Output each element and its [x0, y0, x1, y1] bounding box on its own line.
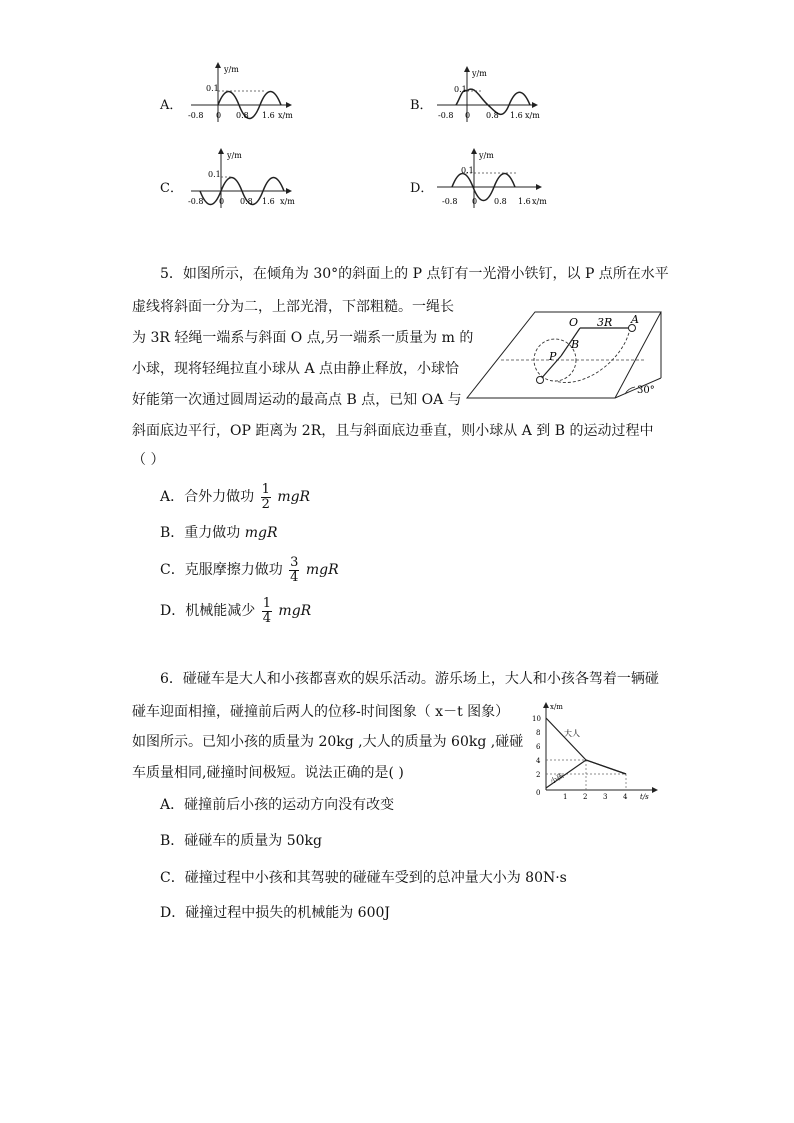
q5-option-d-expr: mgR: [278, 603, 312, 619]
q4-d-amp: 0.1: [461, 166, 474, 175]
q4-a-xlabel: x/m: [278, 111, 293, 120]
q4-c-xlabel: x/m: [280, 197, 295, 206]
q4-c-ylabel: y/m: [227, 151, 242, 160]
q6-chart-ylabel: x/m: [550, 703, 563, 711]
q4-a-amp: 0.1: [206, 84, 219, 93]
q4-a-tick-08: 0.8: [236, 111, 249, 120]
q4-a-tick-0: 0: [216, 111, 222, 120]
q5-fig-b: B: [571, 338, 580, 351]
q4-a-tick-16: 1.6: [262, 111, 275, 120]
q4-b-xlabel: x/m: [525, 111, 540, 120]
q6-chart-origin: 0: [536, 789, 541, 797]
q6-chart-child-label: 小孩: [549, 771, 566, 786]
q4-b-tick-0: 0: [465, 111, 471, 120]
q4-a-tick-n08: -0.8: [188, 111, 204, 120]
q4-graph-d: [432, 146, 556, 216]
q6-line-1: 6．碰碰车是大人和小孩都喜欢的娱乐活动。游乐场上，大人和小孩各驾着一辆碰: [160, 671, 659, 687]
q4-b-ylabel: y/m: [472, 69, 487, 78]
q4-c-tick-08: 0.8: [240, 197, 253, 206]
q4-option-a-label[interactable]: A．: [160, 98, 183, 113]
q6-chart-xtick-1: 1: [563, 793, 568, 801]
q6-option-c[interactable]: C．碰撞过程中小孩和其驾驶的碰碰车受到的总冲量大小为 80N·s: [160, 870, 567, 886]
q5-fig-a: A: [631, 313, 639, 326]
q4-d-tick-08: 0.8: [494, 197, 507, 206]
q6-option-d[interactable]: D．碰撞过程中损失的机械能为 600J: [160, 905, 391, 921]
q4-c-tick-0: 0: [219, 197, 225, 206]
q5-option-a[interactable]: [160, 482, 310, 512]
q6-option-b[interactable]: B．碰碰车的质量为 50kg: [160, 833, 322, 849]
q4-option-d-label[interactable]: D．: [410, 181, 434, 196]
q5-option-a-fraction: $\frac{1}{2}$: [261, 481, 270, 512]
q5-option-b-expr: mgR: [244, 525, 278, 541]
q4-b-tick-16: 1.6: [510, 111, 523, 120]
q4-option-b-label[interactable]: B．: [410, 98, 433, 113]
q5-line-6: 斜面底边平行，OP 距离为 2R，且与斜面底边垂直，则小球从 A 到 B 的运动过程中: [132, 423, 654, 439]
q4-b-tick-n08: -0.8: [438, 111, 454, 120]
q6-chart-ytick-4: 4: [536, 757, 541, 765]
q5-line-7: （ ）: [132, 452, 165, 468]
q4-d-ylabel: y/m: [479, 151, 494, 160]
q6-xt-chart: [530, 702, 660, 802]
q6-line-4: 车质量相同,碰撞时间极短。说法正确的是( ): [132, 765, 404, 781]
q4-c-tick-n08: -0.8: [188, 197, 204, 206]
q4-d-tick-0: 0: [472, 197, 478, 206]
q6-line-2: 碰车迎面相撞，碰撞前后两人的位移-时间图象（ x－t 图象）: [132, 704, 510, 720]
q5-option-d-label: D．机械能减少: [160, 603, 256, 619]
q5-option-c-expr: mgR: [305, 562, 339, 578]
q5-option-d-fraction: $\frac{1}{4}$: [262, 595, 271, 626]
q6-chart-xtick-3: 3: [603, 793, 608, 801]
q4-graph-c: [186, 146, 306, 216]
q6-chart-ytick-8: 8: [536, 729, 541, 737]
q5-line-3: 为 3R 轻绳一端系与斜面 O 点,另一端系一质量为 m 的: [132, 330, 474, 346]
q5-fig-angle: 30°: [637, 385, 655, 396]
q6-chart-ytick-10: 10: [532, 715, 541, 723]
q5-option-c-label: C．克服摩擦力做功: [160, 562, 283, 578]
q5-incline-figure: [465, 308, 695, 408]
q4-option-c-label[interactable]: C．: [160, 181, 183, 196]
q6-option-a[interactable]: A．碰撞前后小孩的运动方向没有改变: [160, 797, 395, 813]
q5-fig-3r: 3R: [597, 316, 613, 329]
q4-graph-a: [186, 60, 306, 130]
q5-option-c[interactable]: [160, 555, 339, 585]
q5-option-b[interactable]: [160, 523, 278, 543]
q4-a-ylabel: y/m: [224, 65, 239, 74]
q6-chart-ytick-6: 6: [536, 743, 541, 751]
q5-line-1: 5．如图所示，在倾角为 30°的斜面上的 P 点钉有一光滑小铁钉，以 P 点所在水平: [160, 266, 669, 282]
q5-option-c-fraction: $\frac{3}{4}$: [290, 554, 299, 585]
q5-fig-p: P: [549, 350, 557, 363]
q6-chart-xlabel: t/s: [640, 793, 649, 801]
q6-chart-xtick-4: 4: [623, 793, 628, 801]
q5-option-b-label: B．重力做功: [160, 525, 241, 541]
q4-c-amp: 0.1: [208, 170, 221, 179]
q4-d-tick-16: 1.6: [518, 197, 531, 206]
q6-chart-xtick-2: 2: [583, 793, 588, 801]
q6-chart-adult-label: 大人: [564, 729, 580, 738]
q4-b-amp: 0.1: [454, 85, 467, 94]
q4-d-xlabel: x/m: [532, 197, 547, 206]
q6-line-3: 如图所示。已知小孩的质量为 20kg ,大人的质量为 60kg ,碰碰: [132, 734, 524, 750]
q5-fig-o: O: [569, 316, 579, 329]
q4-c-tick-16: 1.6: [262, 197, 275, 206]
q5-option-d[interactable]: [160, 596, 311, 626]
q4-graph-b: [432, 64, 552, 130]
q4-d-tick-n08: -0.8: [442, 197, 458, 206]
q5-option-a-expr: mgR: [277, 489, 311, 505]
q5-line-2: 虚线将斜面一分为二，上部光滑，下部粗糙。一绳长: [132, 299, 454, 315]
q6-chart-ytick-2: 2: [536, 771, 541, 779]
q5-option-a-label: A．合外力做功: [160, 489, 255, 505]
q4-b-tick-08: 0.8: [486, 111, 499, 120]
q5-line-4: 小球，现将轻绳拉直小球从 A 点由静止释放，小球恰: [132, 361, 460, 377]
q5-line-5: 好能第一次通过圆周运动的最高点 B 点，已知 OA 与: [132, 392, 462, 408]
